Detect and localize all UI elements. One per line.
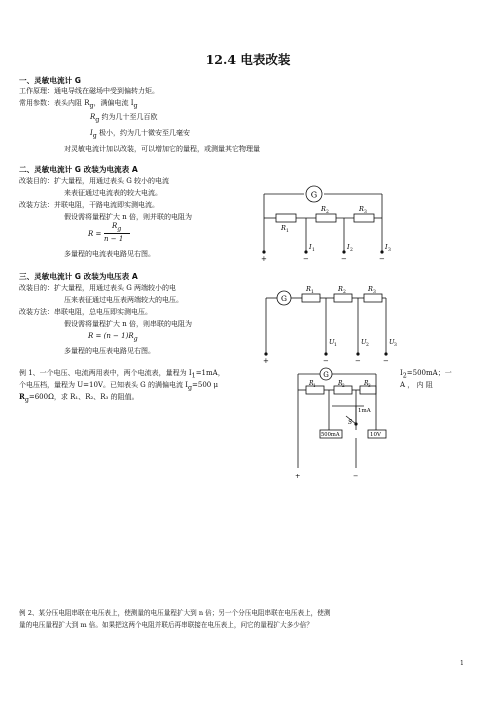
resistor-r2 bbox=[334, 294, 352, 302]
r1-sub: 1 bbox=[313, 383, 316, 388]
u2-sub: 2 bbox=[366, 343, 369, 348]
ex1-side-1-tail: =500mA；一 bbox=[406, 369, 452, 377]
r1-label: R bbox=[306, 285, 311, 293]
example-1-circuit-diagram bbox=[292, 366, 398, 482]
galvanometer-label: G bbox=[310, 190, 318, 200]
i3-label: I bbox=[385, 243, 388, 251]
ex1-side-1-sub: 2 bbox=[402, 372, 407, 380]
ig-line bbox=[90, 128, 190, 141]
params-tail-sub: g bbox=[133, 102, 138, 110]
ex1-line-3 bbox=[19, 392, 139, 405]
ex1-line-3-tail: =600Ω，求 R₁、R₂、R₃ 的阻值。 bbox=[28, 393, 139, 401]
r1-label: R bbox=[281, 224, 286, 232]
params-text bbox=[19, 98, 138, 111]
minus-terminal-1: − bbox=[323, 357, 329, 364]
ex1-line-3-symbol: R bbox=[19, 392, 25, 401]
r3-sub: 3 bbox=[368, 383, 371, 388]
range-1ma-label: 1mA bbox=[358, 408, 371, 414]
page-number: 1 bbox=[460, 660, 464, 667]
plus-terminal: + bbox=[263, 357, 269, 364]
s3-formula-sub: g bbox=[133, 335, 138, 343]
ex1-line-2-sub: g bbox=[187, 384, 193, 392]
s3-formula bbox=[88, 332, 138, 342]
u1-sub: 1 bbox=[334, 343, 337, 348]
r2-sub: 2 bbox=[342, 383, 345, 388]
s3-diagram-note: 多量程的电压表电路见右图。 bbox=[64, 347, 155, 355]
s2-formula-num bbox=[112, 222, 121, 232]
r1-sub: 1 bbox=[311, 290, 314, 295]
s2-assume: 假设需将量程扩大 n 倍，则并联的电阻为 bbox=[64, 213, 192, 221]
resistor-r2 bbox=[316, 214, 336, 222]
ex1-line-1-sub: 1 bbox=[191, 372, 196, 380]
rg-line bbox=[90, 112, 158, 125]
minus-terminal-2: − bbox=[355, 357, 361, 364]
ig-symbol: I bbox=[90, 129, 93, 137]
plus-terminal: + bbox=[295, 472, 301, 480]
u1-label: U bbox=[329, 338, 335, 346]
r2-label: R bbox=[321, 205, 326, 213]
page-title: 12.4 电表改装 bbox=[205, 52, 291, 67]
ex1-side-2: A ， 内 阻 bbox=[400, 381, 433, 389]
u3-sub: 3 bbox=[394, 343, 397, 348]
r3-sub: 3 bbox=[364, 210, 367, 215]
galvanometer-label: G bbox=[281, 294, 287, 303]
plus-terminal: + bbox=[261, 255, 267, 262]
ex2-line-1: 例 2、某分压电阻串联在电压表上，使测量的电压量程扩大到 n 倍；另一个分压电阻串联在电压表上，使测 bbox=[19, 609, 331, 617]
s2-diagram-note: 多量程的电流表电路见右图。 bbox=[64, 250, 155, 258]
s2-purpose-1: 改装目的：扩大量程，用通过表头 G 较小的电流 bbox=[19, 177, 170, 185]
section-2-heading: 二、灵敏电流计 G 改装为电流表 A bbox=[19, 165, 138, 174]
section-1-heading: 一、灵敏电流计 G bbox=[19, 76, 82, 85]
r3-label: R bbox=[368, 285, 373, 293]
ex1-line-1-tail: =1mA， bbox=[195, 369, 225, 377]
ig-text: 极小，约为几十微安至几毫安 bbox=[96, 129, 191, 137]
s3-purpose-2: 压来表征通过电压表两端较大的电压。 bbox=[64, 296, 183, 304]
ig-sub: g bbox=[92, 132, 97, 140]
s3-purpose-1: 改装目的：扩大量程，用通过表头 G 两端较小的电 bbox=[19, 284, 177, 292]
summary-text: 对灵敏电流计加以改装，可以增加它的量程，或测量其它物理量 bbox=[64, 145, 260, 153]
s2-purpose-2: 来表征通过电流表的较大电流。 bbox=[64, 189, 162, 197]
i2-sub: 2 bbox=[350, 248, 353, 253]
params-sub: g bbox=[89, 102, 94, 110]
minus-terminal-2: − bbox=[341, 255, 347, 262]
s2-formula-den: n − 1 bbox=[104, 235, 124, 243]
minus-terminal-3: − bbox=[383, 357, 389, 364]
ex1-line-1-text: 例 1、一个电压、电流两用表中，两个电流表，量程为 I bbox=[19, 369, 192, 377]
r2-label: R bbox=[338, 285, 343, 293]
s2-num-symbol: R bbox=[112, 222, 118, 230]
s3-assume: 假设需将量程扩大 n 倍，则串联的电阻为 bbox=[64, 320, 192, 328]
resistor-r3 bbox=[354, 214, 374, 222]
s2-fraction-bar bbox=[104, 233, 130, 234]
rg-symbol: R bbox=[90, 113, 96, 121]
s3-method: 改装方法：串联电阻，总电压即实测电压。 bbox=[19, 308, 152, 316]
r3-label: R bbox=[359, 205, 364, 213]
resistor-r3 bbox=[364, 294, 382, 302]
r3-sub: 3 bbox=[373, 290, 376, 295]
r2-sub: 2 bbox=[326, 210, 329, 215]
params-tail: ，满偏电流 I bbox=[93, 99, 134, 107]
minus-terminal: − bbox=[353, 472, 359, 480]
i1-label: I bbox=[309, 243, 312, 251]
i1-sub: 1 bbox=[312, 248, 315, 253]
params-label: 常用参数：表头内阻 R bbox=[19, 99, 90, 107]
r2-sub: 2 bbox=[343, 290, 346, 295]
minus-terminal-3: − bbox=[379, 255, 385, 262]
u2-label: U bbox=[361, 338, 367, 346]
range-500ma-label: 500mA bbox=[321, 432, 340, 438]
ex1-line-2-tail: =500 μ bbox=[192, 381, 219, 389]
section-3-heading: 三、灵敏电流计 G 改装为电压表 A bbox=[19, 272, 138, 281]
rg-text: 约为几十至几百欧 bbox=[99, 113, 158, 121]
range-10v-label: 10V bbox=[370, 432, 381, 438]
galvanometer-label: G bbox=[323, 371, 329, 379]
r1-label: R bbox=[309, 380, 314, 387]
s2-num-sub: g bbox=[117, 225, 122, 233]
resistor-r1 bbox=[302, 294, 320, 302]
i3-sub: 3 bbox=[388, 248, 391, 253]
i2-label: I bbox=[347, 243, 350, 251]
s2-formula-lhs: R = bbox=[88, 230, 102, 238]
r1-sub: 1 bbox=[286, 229, 289, 234]
rg-sub: g bbox=[95, 116, 100, 124]
ex1-line-3-sub: g bbox=[24, 396, 29, 404]
s2-method: 改装方法：并联电阻，干路电流即实测电流。 bbox=[19, 201, 159, 209]
resistor-r1 bbox=[276, 214, 296, 222]
voltmeter-circuit-diagram bbox=[258, 282, 398, 364]
ex1-line-2-text: 个电压档，量程为 U=10V。已知表头 G 的满偏电流 I bbox=[19, 381, 188, 389]
ex2-line-2: 量的电压量程扩大到 m 倍。如果把这两个电阻并联后再串联接在电压表上，问它的量程扩大多少倍？ bbox=[19, 621, 313, 629]
ammeter-circuit-diagram bbox=[258, 178, 398, 262]
switch-label: S bbox=[348, 419, 353, 426]
s3-formula-main: R = (n − 1)R bbox=[88, 332, 134, 340]
r3-label: R bbox=[364, 380, 369, 387]
r2-label: R bbox=[338, 380, 343, 387]
u3-label: U bbox=[389, 338, 395, 346]
minus-terminal-1: − bbox=[303, 255, 309, 262]
ex1-side-1-text: I bbox=[400, 369, 403, 377]
principle-text: 工作原理：通电导线在磁场中受到偏转力矩。 bbox=[19, 87, 159, 95]
